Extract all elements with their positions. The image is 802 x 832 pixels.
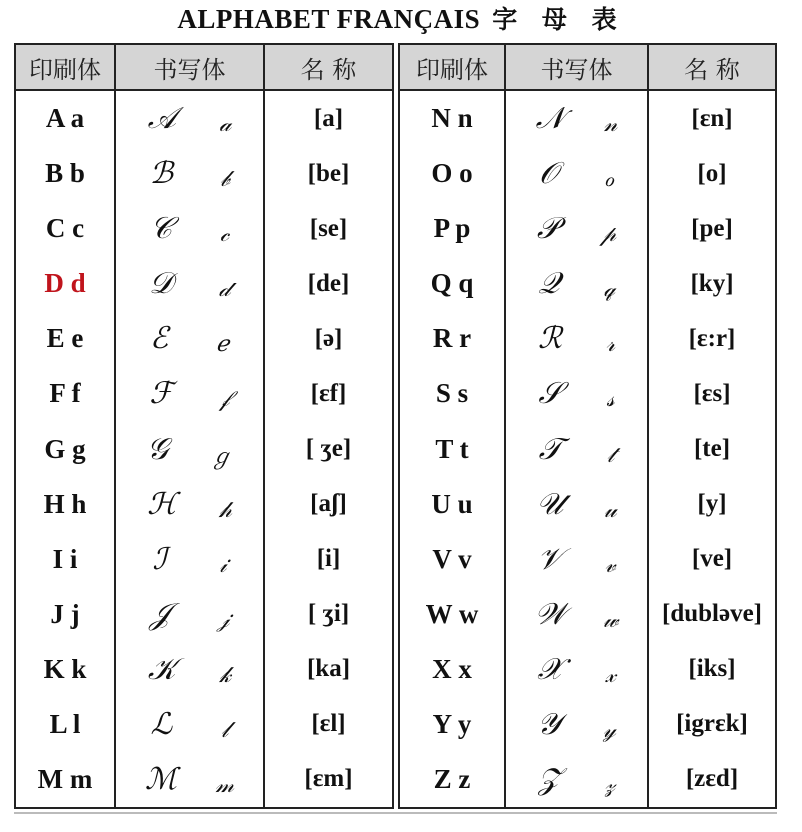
letter-name: [dubləve] xyxy=(662,600,762,628)
table-row xyxy=(16,366,392,421)
print-letter: X x xyxy=(400,642,506,697)
script-letter xyxy=(116,311,265,366)
print-letter: L l xyxy=(16,697,116,752)
script-uppercase: 𝒦 xyxy=(147,651,176,687)
script-uppercase: 𝒫 xyxy=(536,211,559,247)
script-uppercase: 𝒵 xyxy=(537,761,561,797)
script-uppercase: ℋ xyxy=(147,486,177,522)
letter-name: [ka] xyxy=(306,655,351,683)
header-script: 书写体 xyxy=(116,45,265,89)
script-letter xyxy=(116,477,265,532)
script-letter xyxy=(116,256,265,311)
print-letter: B b xyxy=(16,146,116,201)
script-lowercase: 𝓀 xyxy=(219,662,232,688)
table-row xyxy=(16,532,392,587)
table-row xyxy=(16,477,392,532)
print-letter: V v xyxy=(400,532,506,587)
table-row xyxy=(16,311,392,366)
page-title xyxy=(0,0,802,38)
print-letter: H h xyxy=(16,477,116,532)
letter-name: [ ʒi] xyxy=(307,600,350,628)
letter-name: [igrɛk] xyxy=(676,710,748,738)
script-uppercase: ℬ xyxy=(149,156,174,192)
print-letter: W w xyxy=(400,587,506,642)
letter-name: [se] xyxy=(309,214,348,242)
script-lowercase: 𝓅 xyxy=(600,222,617,248)
print-letter: K k xyxy=(16,642,116,697)
script-lowercase: 𝒽 xyxy=(219,497,232,523)
script-uppercase: 𝒲 xyxy=(534,596,567,632)
letter-name: [iks] xyxy=(688,655,736,683)
script-letter xyxy=(116,752,265,807)
script-uppercase: ℰ xyxy=(149,321,169,357)
script-lowercase: 𝓂 xyxy=(215,772,234,798)
print-letter: P p xyxy=(400,201,506,256)
script-lowercase: 𝒻 xyxy=(219,387,230,413)
script-uppercase: ℛ xyxy=(537,321,562,357)
script-letter xyxy=(116,642,265,697)
table-row xyxy=(16,91,392,146)
script-letter xyxy=(506,587,649,642)
script-uppercase: ℱ xyxy=(149,376,173,412)
script-letter xyxy=(506,532,649,587)
script-lowercase: 𝓁 xyxy=(221,717,229,743)
letter-name: [i] xyxy=(316,545,341,573)
title-latin: ALPHABET FRANÇAIS xyxy=(177,4,481,34)
script-lowercase: 𝒷 xyxy=(220,167,230,193)
script-letter xyxy=(506,421,649,476)
script-uppercase: 𝒮 xyxy=(538,376,562,412)
script-uppercase: 𝒪 xyxy=(538,156,558,192)
script-letter xyxy=(116,532,265,587)
script-lowercase: 𝓃 xyxy=(603,112,618,138)
table-body-left xyxy=(16,91,392,807)
script-uppercase: 𝒞 xyxy=(150,211,172,247)
header-name: 名 称 xyxy=(684,55,740,84)
table-row xyxy=(16,201,392,256)
script-letter xyxy=(116,587,265,642)
letter-name: [a] xyxy=(313,104,344,132)
header-print: 印刷体 xyxy=(16,45,116,89)
table-row xyxy=(400,421,775,476)
script-lowercase: 𝒹 xyxy=(218,277,230,303)
table-header xyxy=(16,45,392,91)
script-uppercase: 𝒩 xyxy=(535,101,565,137)
script-lowercase: ℴ xyxy=(603,167,614,193)
script-uppercase: 𝒴 xyxy=(537,706,561,742)
script-uppercase: 𝒥 xyxy=(149,596,171,632)
script-lowercase: 𝓋 xyxy=(604,552,616,578)
letter-name: [ə] xyxy=(314,324,343,352)
print-letter: R r xyxy=(400,311,506,366)
alphabet-table-left xyxy=(14,43,394,809)
script-uppercase: 𝒰 xyxy=(536,486,564,522)
table-row xyxy=(400,91,775,146)
script-lowercase: 𝒿 xyxy=(217,607,230,633)
table-row xyxy=(16,752,392,807)
letter-name: [ɛl] xyxy=(311,710,346,738)
table-row xyxy=(16,146,392,201)
script-letter xyxy=(506,477,649,532)
letter-name: [ɛm] xyxy=(304,765,353,793)
letter-name: [te] xyxy=(693,435,731,462)
divider xyxy=(14,812,777,814)
script-lowercase: 𝒶 xyxy=(219,112,232,138)
script-letter xyxy=(116,146,265,201)
script-lowercase: 𝓏 xyxy=(604,772,615,798)
letter-name: [ɛ:r] xyxy=(688,324,736,352)
table-row xyxy=(16,642,392,697)
print-letter: J j xyxy=(16,587,116,642)
table-row xyxy=(400,477,775,532)
print-letter: A a xyxy=(16,91,116,146)
letter-name: [y] xyxy=(697,490,727,518)
print-letter: C c xyxy=(16,201,116,256)
print-letter: Q q xyxy=(400,256,506,311)
script-letter xyxy=(506,752,649,807)
script-letter xyxy=(116,697,265,752)
script-letter xyxy=(506,366,649,421)
letter-name: [ ʒe] xyxy=(305,435,352,462)
table-row xyxy=(400,146,775,201)
letter-name: [be] xyxy=(307,159,350,187)
table-row xyxy=(400,752,775,807)
print-letter: N n xyxy=(400,91,506,146)
letter-name: [ɛs] xyxy=(693,379,731,407)
table-row xyxy=(400,697,775,752)
script-uppercase: 𝒱 xyxy=(537,541,563,577)
print-letter: G g xyxy=(16,421,116,476)
table-header xyxy=(400,45,775,91)
print-letter: S s xyxy=(400,366,506,421)
letter-name: [zɛd] xyxy=(685,765,739,793)
script-lowercase: 𝓆 xyxy=(603,277,615,303)
script-letter xyxy=(506,146,649,201)
script-uppercase: 𝒳 xyxy=(537,651,564,687)
script-letter xyxy=(116,201,265,256)
letter-name: [de] xyxy=(307,269,350,297)
script-letter xyxy=(116,421,265,476)
alphabet-table-right xyxy=(398,43,777,809)
script-lowercase: 𝓇 xyxy=(605,332,616,358)
script-letter xyxy=(506,642,649,697)
letter-name: [ɛf] xyxy=(310,379,347,407)
script-lowercase: 𝓉 xyxy=(606,442,615,468)
script-lowercase: 𝒸 xyxy=(220,222,229,248)
table-row xyxy=(400,311,775,366)
table-row xyxy=(400,587,775,642)
script-lowercase: ℊ xyxy=(210,444,233,470)
script-lowercase: 𝓌 xyxy=(603,607,619,633)
script-uppercase: 𝒢 xyxy=(146,431,169,467)
script-letter xyxy=(506,311,649,366)
print-letter: E e xyxy=(16,311,116,366)
letter-name: [ky] xyxy=(690,269,734,297)
header-script: 书写体 xyxy=(506,45,649,89)
table-row xyxy=(400,642,775,697)
script-lowercase: 𝓊 xyxy=(604,497,617,523)
table-row xyxy=(400,201,775,256)
print-letter: D d xyxy=(16,256,116,311)
script-uppercase: ℳ xyxy=(145,761,178,797)
print-letter: U u xyxy=(400,477,506,532)
script-letter xyxy=(506,697,649,752)
script-lowercase: 𝓎 xyxy=(603,717,616,743)
print-letter: M m xyxy=(16,752,116,807)
print-letter: O o xyxy=(400,146,506,201)
script-uppercase: 𝒟 xyxy=(148,266,173,302)
script-letter xyxy=(506,201,649,256)
letter-name: [ve] xyxy=(691,545,733,573)
script-uppercase: 𝒯 xyxy=(538,431,562,467)
script-letter xyxy=(506,91,649,146)
header-print: 印刷体 xyxy=(400,45,506,89)
letter-name: [pe] xyxy=(691,214,733,242)
table-row xyxy=(400,256,775,311)
print-letter: F f xyxy=(16,366,116,421)
title-chinese: 字 母 表 xyxy=(492,5,625,34)
print-letter: Z z xyxy=(400,752,506,807)
table-row xyxy=(16,587,392,642)
table-row xyxy=(16,421,392,476)
print-letter: T t xyxy=(400,421,506,476)
script-uppercase: 𝒜 xyxy=(147,101,177,137)
print-letter: I i xyxy=(16,532,116,587)
script-lowercase: ℯ xyxy=(216,332,230,358)
script-letter xyxy=(506,256,649,311)
header-name: 名 称 xyxy=(300,55,357,84)
table-body-right xyxy=(400,91,775,807)
table-row xyxy=(400,366,775,421)
script-uppercase: ℒ xyxy=(150,706,173,742)
letter-name: [aʃ] xyxy=(310,490,347,518)
script-lowercase: 𝓍 xyxy=(605,662,616,688)
print-letter: Y y xyxy=(400,697,506,752)
table-row xyxy=(400,532,775,587)
table-row xyxy=(16,256,392,311)
letter-name: [o] xyxy=(697,159,727,187)
table-row xyxy=(16,697,392,752)
script-lowercase: 𝓈 xyxy=(606,387,615,413)
script-uppercase: ℐ xyxy=(152,541,167,577)
script-letter xyxy=(116,366,265,421)
script-uppercase: 𝒬 xyxy=(538,266,560,302)
script-letter xyxy=(116,91,265,146)
letter-name: [ɛn] xyxy=(691,104,733,132)
script-lowercase: 𝒾 xyxy=(219,552,227,578)
